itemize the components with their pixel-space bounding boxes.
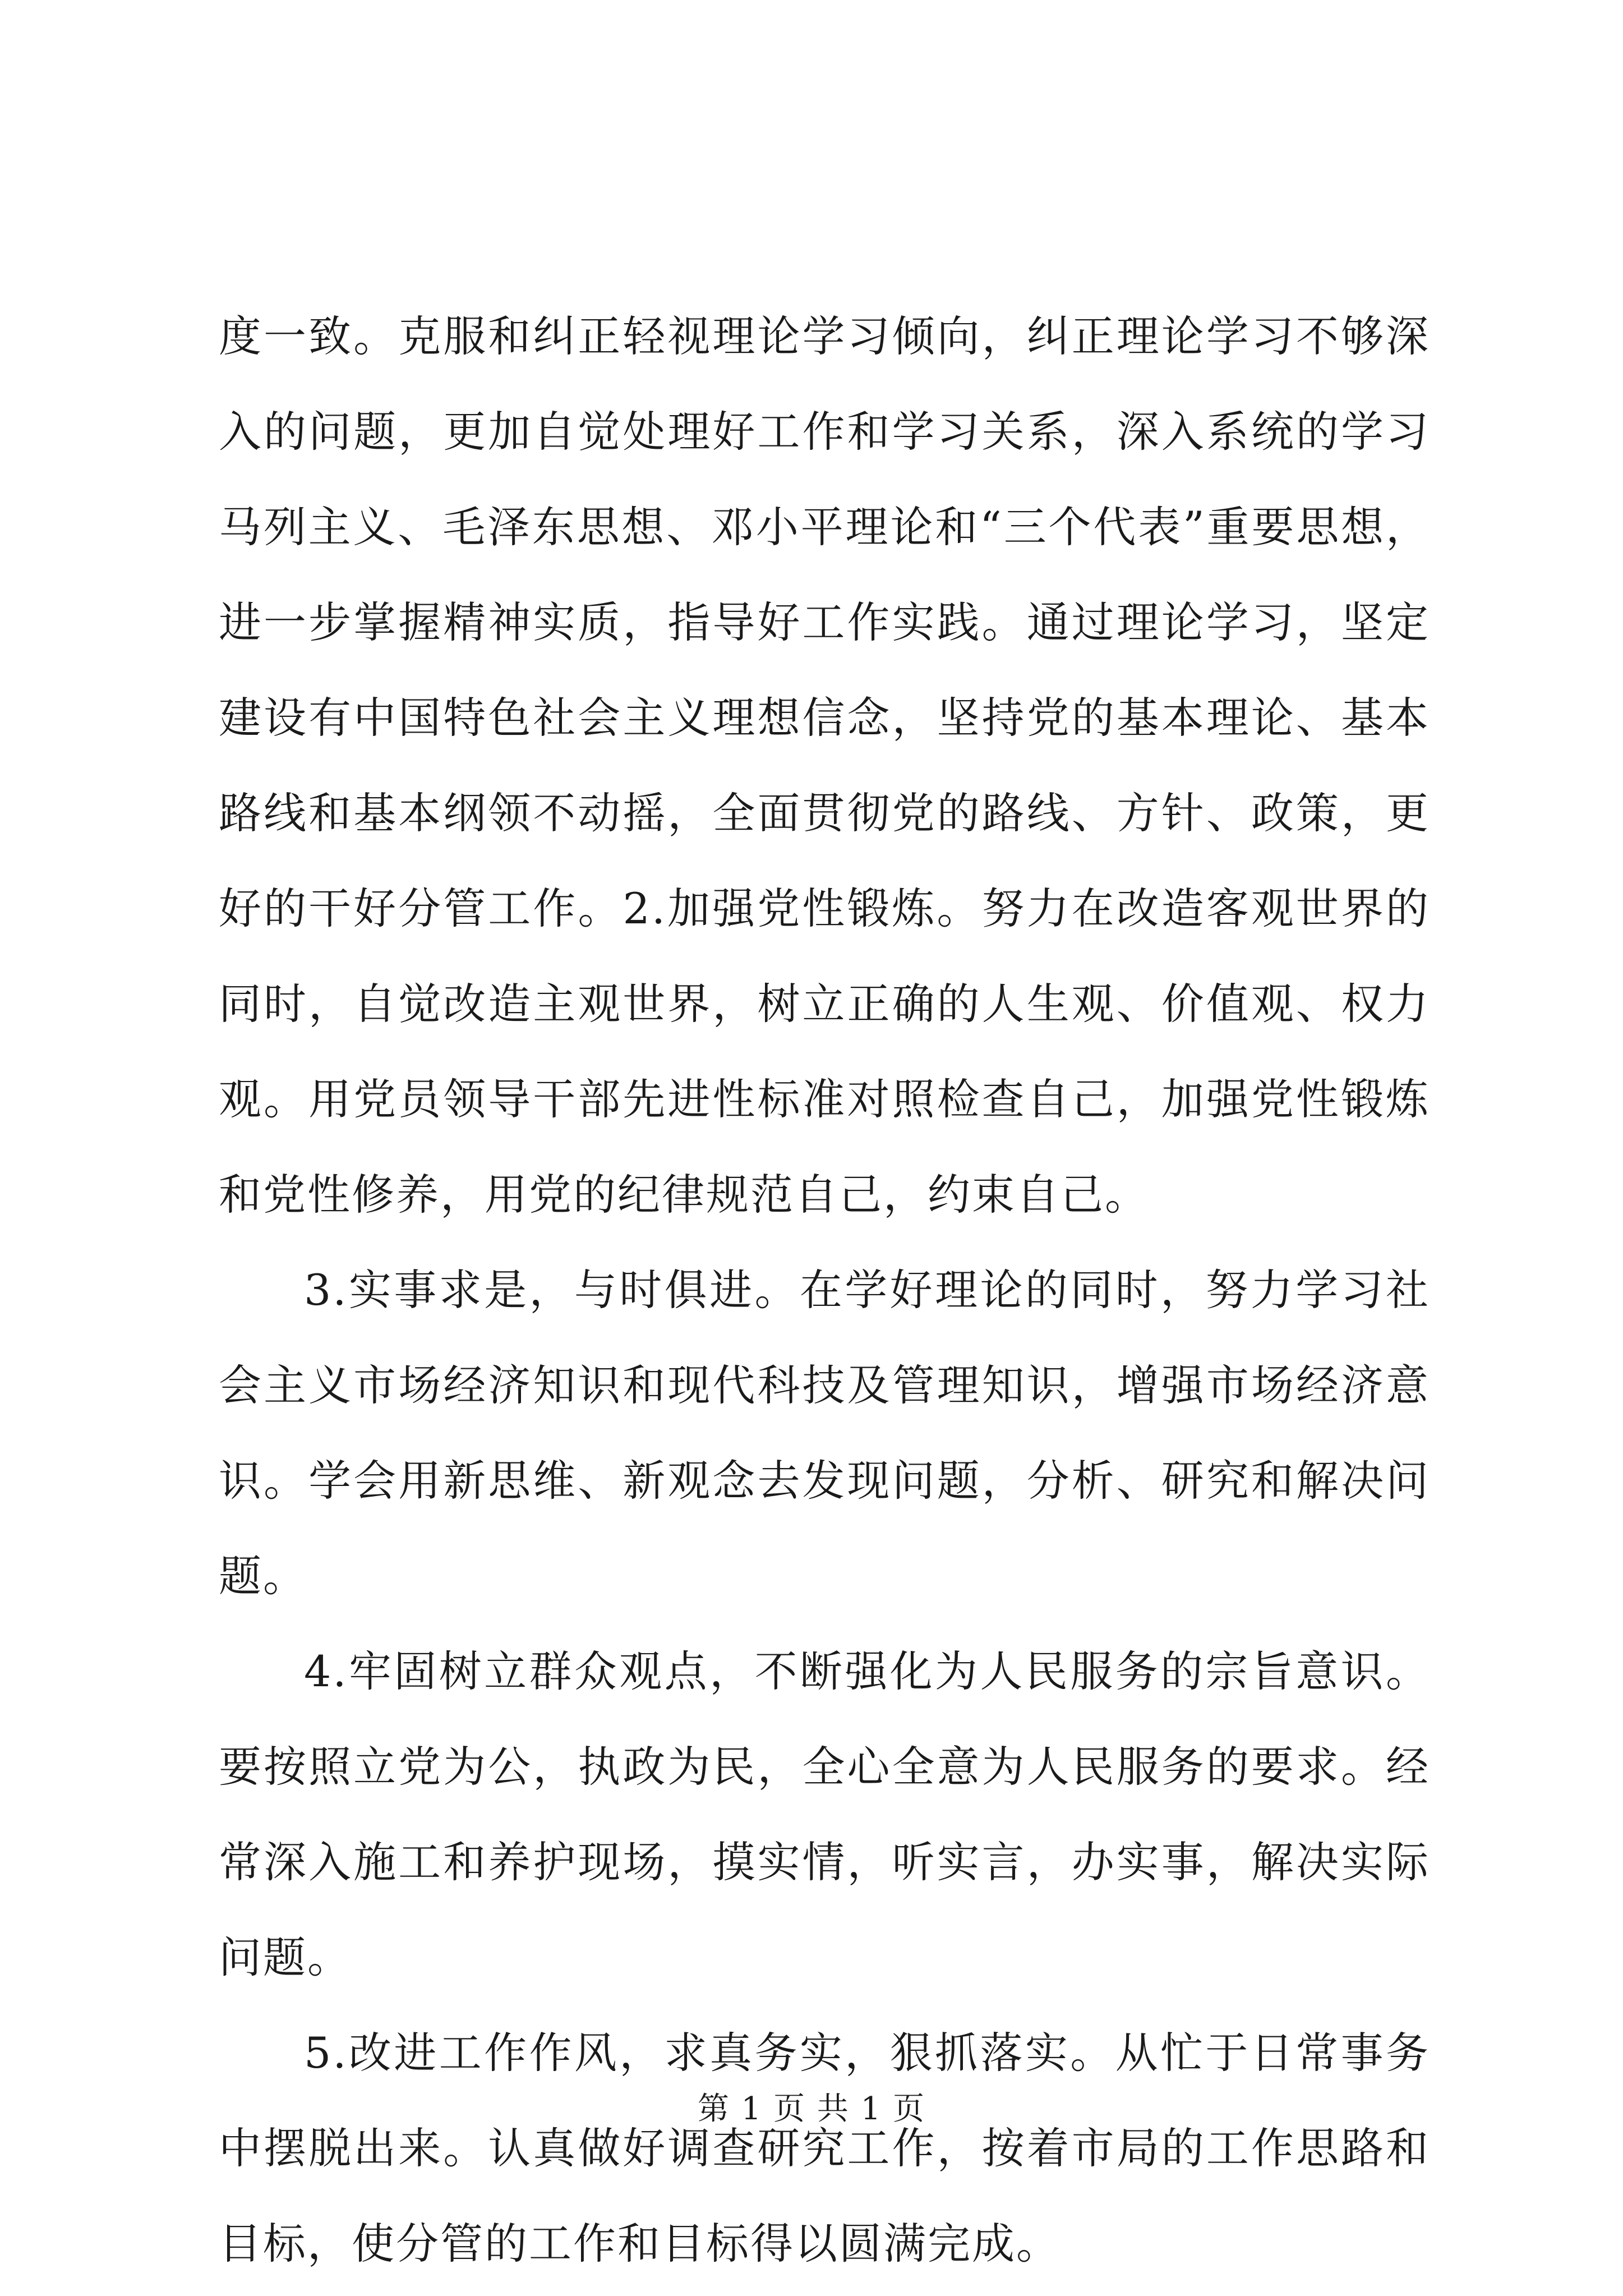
page-number-footer: 第 1 页 共 1 页 — [697, 2091, 926, 2127]
document-body — [219, 289, 1430, 2292]
paragraph-3: 4.牢固树立群众观点，不断强化为人民服务的宗旨意识。要按照立党为公，执政为民，全心全意为人民服务的要求。经常深入施工和养护现场，摸实情，听实言，办实事，解决实际问题。 — [219, 1646, 1430, 1982]
paragraph-4: 5.改进工作作风，求真务实，狠抓落实。从忙于日常事务中摆脱出来。认真做好调查研究工作，按着市局的工作思路和目标，使分管的工作和目标得以圆满完成。 — [219, 2028, 1430, 2269]
paragraph-2: 3.实事求是，与时俱进。在学好理论的同时，努力学习社会主义市场经济知识和现代科技及管理知识，增强市场经济意识。学会用新思维、新观念去发现问题，分析、研究和解决问题。 — [219, 1265, 1430, 1601]
paragraph-1: 度一致。克服和纠正轻视理论学习倾向，纠正理论学习不够深入的问题，更加自觉处理好工作和学习关系，深入系统的学习马列主义、毛泽东思想、邓小平理论和“三个代表”重要思想，进一步掌握精神实质，指导好工作实践。通过理论学习，坚定建设有中国特色社会主义理想信念，坚持党的基本理论、基本路线和基本纲领不动摇，全面贯彻党的路线、方针、政策，更好的干好分管工作。2.加强党性锻炼。努力在改造客观世界的同时，自觉改造主观世界，树立正确的人生观、价值观、权力观。用党员领导干部先进性标准对照检查自己，加强党性锻炼和党性修养，用党的纪律规范自己，约束自己。 — [219, 311, 1430, 1220]
